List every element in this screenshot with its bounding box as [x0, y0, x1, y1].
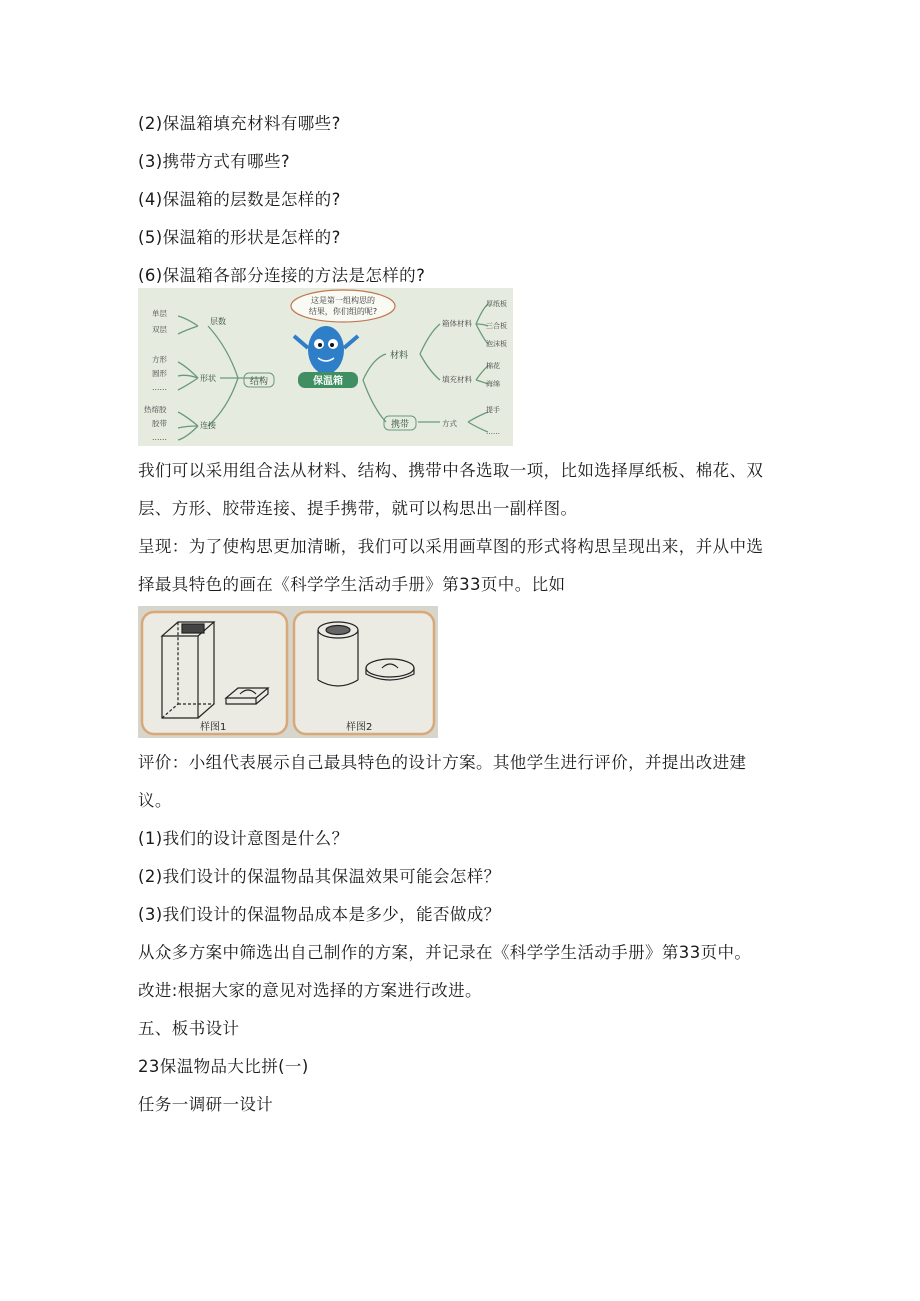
- question-design-intent: (1)我们的设计意图是什么？: [138, 829, 349, 848]
- para-improve: 改进:根据大家的意见对选择的方案进行改进。: [138, 981, 482, 1000]
- question-fill-material: (2)保温箱填充材料有哪些?: [138, 114, 341, 133]
- leaf-cotton: 棉花: [486, 362, 500, 370]
- section-heading-board: 五、板书设计: [138, 1019, 240, 1038]
- para-combination-1: 我们可以采用组合法从材料、结构、携带中各选取一项，比如选择厚纸板、棉花、双: [138, 461, 764, 480]
- sketches-image: [138, 606, 438, 738]
- leaf-round: 圆形: [152, 369, 167, 378]
- leaf-sponge: 海绵: [486, 380, 500, 388]
- leaf-tape: 胶带: [152, 419, 167, 428]
- node-carry: 携带: [390, 420, 410, 430]
- mindmap-center: 保温箱: [313, 376, 343, 387]
- sketch-label-2: 样图2: [346, 722, 373, 733]
- question-effect: (2)我们设计的保温物品其保温效果可能会怎样？: [138, 867, 501, 886]
- node-shape: 形状: [200, 374, 216, 383]
- leaf-adhesive: 热熔胶: [144, 405, 167, 414]
- node-fill-material: 填充材料: [442, 375, 472, 384]
- leaf-ellipsis-3: ……: [486, 428, 500, 436]
- para-present-1: 呈现：为了使构思更加清晰，我们可以采用画草图的形式将构思呈现出来，并从中选: [138, 537, 764, 556]
- para-select-plan: 从众多方案中筛选出自己制作的方案，并记录在《科学学生活动手册》第33页中。: [138, 943, 752, 962]
- leaf-ellipsis-1: ……: [152, 383, 167, 392]
- node-structure: 结构: [249, 377, 269, 387]
- leaf-square: 方形: [152, 355, 167, 364]
- sketch-label-1: 样图1: [200, 722, 227, 733]
- speech-line-2: 结果，你们组的呢?: [308, 307, 378, 316]
- question-carry-method: (3)携带方式有哪些?: [138, 152, 291, 171]
- node-materials: 材料: [390, 351, 409, 361]
- node-box-material: 箱体材料: [442, 319, 472, 328]
- question-layers: (4)保温箱的层数是怎样的?: [138, 190, 341, 209]
- question-cost: (3)我们设计的保温物品成本是多少，能否做成？: [138, 905, 501, 924]
- speech-line-1: 这是第一组构思的: [311, 296, 375, 305]
- para-evaluate-2: 议。: [138, 791, 172, 810]
- para-combination-2: 层、方形、胶带连接、提手携带，就可以构思出一副样图。: [138, 499, 578, 518]
- node-connect: 连接: [200, 421, 216, 430]
- leaf-double: 双层: [152, 325, 167, 334]
- question-shape: (5)保温箱的形状是怎样的?: [138, 228, 341, 247]
- node-way: 方式: [442, 419, 457, 428]
- leaf-cardboard: 厚纸板: [486, 300, 507, 308]
- board-title: 23保温物品大比拼(一): [138, 1057, 309, 1076]
- para-evaluate-1: 评价：小组代表展示自己最具特色的设计方案。其他学生进行评价，并提出改进建: [138, 753, 747, 772]
- para-present-2: 择最具特色的画在《科学学生活动手册》第33页中。比如: [138, 575, 566, 594]
- leaf-plywood: 三合板: [486, 322, 507, 330]
- node-layers: 层数: [210, 317, 226, 326]
- board-task: 任务一调研一设计: [138, 1095, 274, 1114]
- leaf-ellipsis-2: ……: [152, 433, 167, 442]
- leaf-foam: 泡沫板: [486, 340, 507, 348]
- question-connection: (6)保温箱各部分连接的方法是怎样的?: [138, 266, 426, 285]
- leaf-single: 单层: [152, 309, 167, 318]
- mindmap-image: [138, 288, 513, 446]
- leaf-handle: 提手: [486, 406, 500, 414]
